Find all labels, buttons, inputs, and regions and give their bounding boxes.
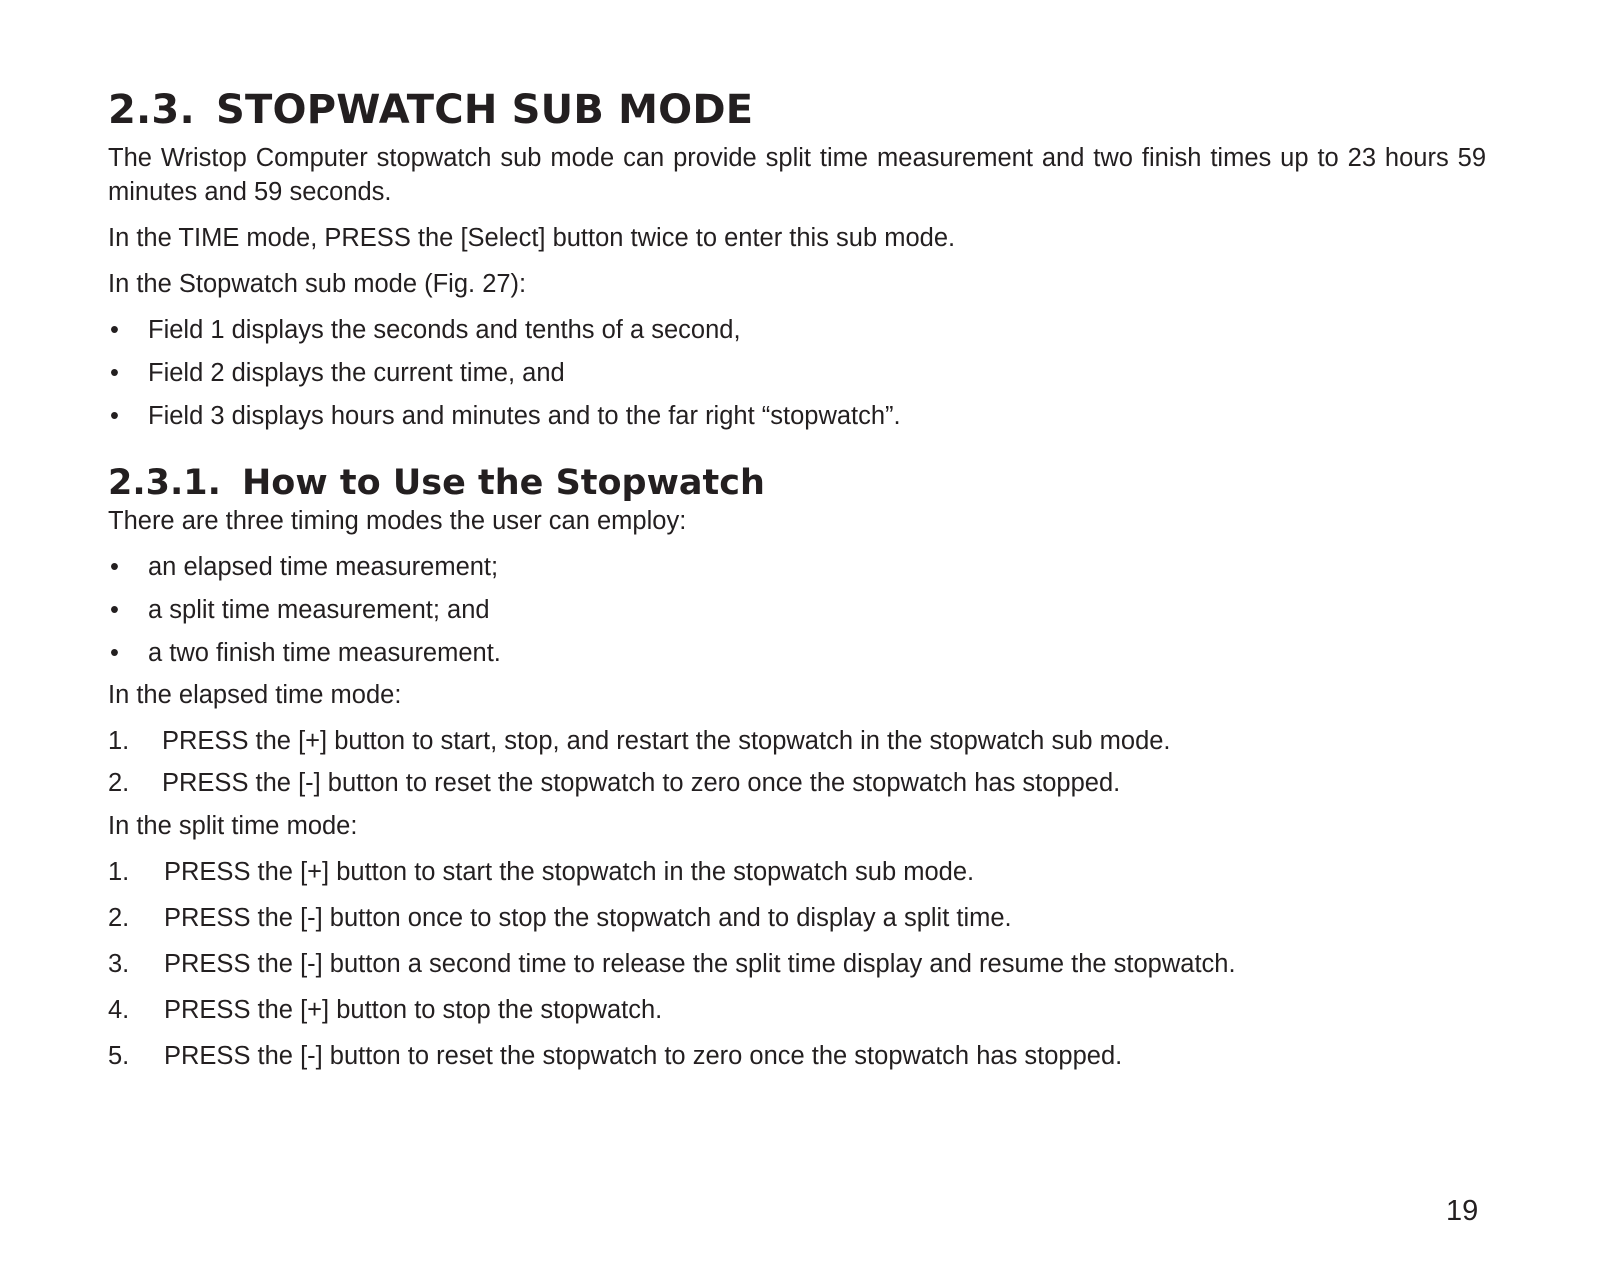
bullet-marker: • — [110, 316, 119, 344]
step-number: 2. — [108, 769, 130, 797]
bullet-marker: • — [110, 553, 119, 581]
bullet-marker: • — [110, 402, 119, 430]
subsection-number: 2.3.1. — [108, 463, 221, 503]
bullet-marker: • — [110, 359, 119, 387]
step-number: 5. — [108, 1042, 130, 1070]
fields-intro-paragraph: In the Stopwatch sub mode (Fig. 27): — [108, 270, 527, 298]
elapsed-mode-heading: In the elapsed time mode: — [108, 681, 402, 709]
section-number: 2.3. — [108, 87, 195, 133]
mode-2-text: a split time measurement; and — [148, 596, 490, 624]
step-number: 4. — [108, 996, 130, 1024]
bullet-marker: • — [110, 596, 119, 624]
step-text: PRESS the [-] button a second time to release the split time display and resume the stopwatch. — [164, 950, 1236, 978]
mode-3-text: a two finish time measurement. — [148, 639, 501, 667]
mode-1-text: an elapsed time measurement; — [148, 553, 499, 581]
step-number: 2. — [108, 904, 130, 932]
step-text: PRESS the [-] button once to stop the stopwatch and to display a split time. — [164, 904, 1012, 932]
step-text: PRESS the [+] button to start, stop, and restart the stopwatch in the stopwatch sub mode. — [162, 727, 1171, 755]
step-text: PRESS the [+] button to start the stopwatch in the stopwatch sub mode. — [164, 858, 975, 886]
subsection-heading — [108, 458, 765, 508]
field-3-text: Field 3 displays hours and minutes and to the far right “stopwatch”. — [148, 402, 901, 430]
step-number: 1. — [108, 858, 130, 886]
bullet-marker: • — [110, 639, 119, 667]
field-2-text: Field 2 displays the current time, and — [148, 359, 565, 387]
split-mode-heading: In the split time mode: — [108, 812, 358, 840]
step-text: PRESS the [+] button to stop the stopwatch. — [164, 996, 663, 1024]
section-title: STOPWATCH SUB MODE — [216, 87, 754, 133]
subsection-title: How to Use the Stopwatch — [242, 463, 765, 503]
page-number: 19 — [1446, 1195, 1479, 1227]
field-1-text: Field 1 displays the seconds and tenths of a second, — [148, 316, 741, 344]
section-intro-paragraph: The Wristop Computer stopwatch sub mode can provide split time measurement and two finish times up to 23 hours 59 minutes and 59 seconds. — [108, 144, 1486, 206]
step-text: PRESS the [-] button to reset the stopwatch to zero once the stopwatch has stopped. — [162, 769, 1121, 797]
section-heading — [108, 82, 753, 138]
step-text: PRESS the [-] button to reset the stopwatch to zero once the stopwatch has stopped. — [164, 1042, 1123, 1070]
step-number: 1. — [108, 727, 130, 755]
step-number: 3. — [108, 950, 130, 978]
enter-instruction-paragraph: In the TIME mode, PRESS the [Select] button twice to enter this sub mode. — [108, 224, 956, 252]
modes-intro-paragraph: There are three timing modes the user can employ: — [108, 507, 687, 535]
